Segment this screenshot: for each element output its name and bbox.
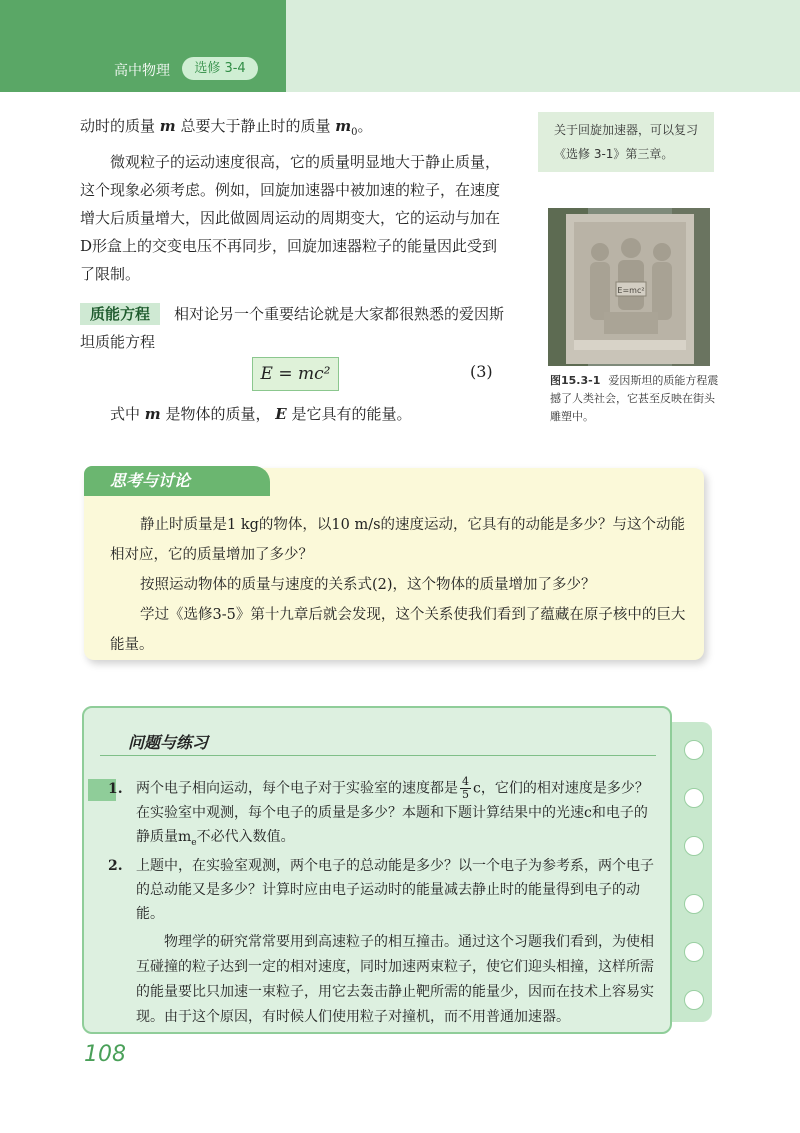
fraction-four-fifths: [460, 776, 471, 801]
exercise-1-text-c: 不必代入数值。: [196, 829, 295, 845]
term-label-mass-energy: 质能方程: [80, 303, 160, 325]
figure-caption-text: 爱因斯坦的质能方程震撼了人类社会，它甚至反映在街头雕塑中。: [550, 374, 719, 423]
p1-var-m0-sub: 0: [351, 127, 358, 138]
binder-ring-icon: [684, 740, 704, 760]
exercises-title-divider: [100, 755, 656, 756]
think-discuss-title: 思考与讨论: [84, 466, 270, 496]
binder-ring-icon: [684, 836, 704, 856]
exercise-2-text: 上题中，在实验室观测，两个电子的总动能是多少？以一个电子为参考系，两个电子的总动能又是多少？计算时应由电子运动时的能量减去静止时的能量得到电子的动能。: [136, 858, 654, 922]
equation-box: E = mc²: [252, 357, 339, 391]
p1-end: 。: [357, 117, 373, 135]
p1-var-m: m: [159, 117, 176, 135]
sculpture-illustration: [548, 208, 710, 366]
binder-ring-icon: [684, 788, 704, 808]
paragraph-mass-continuation: [80, 112, 510, 147]
binder-ring-icon: [684, 894, 704, 914]
exercise-1-sub-e: e: [191, 837, 197, 848]
p3-text: 相对论另一个重要结论就是大家都很熟悉的爱因斯坦质能方程: [80, 305, 505, 351]
figure-caption: [550, 372, 720, 426]
think-paragraph: 静止时质量是1 kg的物体，以10 m/s的速度运动，它具有的动能是多少？与这个动能相对应，它的质量增加了多少？: [110, 517, 686, 563]
exercise-number: 2.: [108, 858, 123, 874]
paragraph-mass-energy: [80, 300, 510, 356]
exercise-1-text: [136, 776, 656, 855]
exercise-1-text-b: c，它们的相对速度是多少？在实验室中观测，每个电子的质量是多少？本题和下题计算结果中的光速c和电子的静质量m: [136, 780, 649, 845]
sculpture-sign-text: E=mc²: [617, 286, 645, 295]
fraction-denominator: 5: [462, 788, 469, 801]
exercises-note: 物理学的研究常常要用到高速粒子的相互撞击。通过这个习题我们看到，为使相互碰撞的粒子达到一定的相对速度，同时加速两束粒子，使它们迎头相撞，这样所需的能量要比只加速一束粒子，用它去轰击静止靶所需的能量少，因而在技术上容易实现。由于这个原因，有时候人们使用粒子对撞机，而不用普通加速器。: [136, 934, 654, 1025]
fraction-numerator: 4: [462, 775, 469, 788]
header-module-badge: 选修 3-4: [182, 57, 258, 80]
equation-number: (3): [470, 362, 493, 381]
think-paragraph: 学过《选修3-5》第十九章后就会发现，这个关系使我们看到了蕴藏在原子核中的巨大能量。: [110, 607, 686, 653]
p4-text-b: 是物体的质量，: [165, 405, 271, 423]
binder-ring-icon: [684, 990, 704, 1010]
exercise-1-text-a: 两个电子相向运动，每个电子对于实验室的速度都是: [136, 780, 458, 797]
p1-var-m0: m: [335, 117, 352, 135]
sidenote-cyclotron: 关于回旋加速器，可以复习《选修 3-1》第三章。: [538, 112, 714, 172]
think-paragraph: 按照运动物体的质量与速度的关系式(2)，这个物体的质量增加了多少？: [140, 577, 596, 593]
notebook-spine: [672, 722, 712, 1022]
binder-ring-icon: [684, 942, 704, 962]
exercise-number: 1.: [108, 781, 123, 797]
paragraph-microscopic-particles: 微观粒子的运动速度很高，它的质量明显地大于静止质量，这个现象必须考虑。例如，回旋加速器中被加速的粒子，在速度增大后质量增大，因此做圆周运动的周期变大，它的运动与加在D形盒上的交变电压不再同步，回旋加速器粒子的能量因此受到了限制。: [80, 153, 501, 283]
p4-var-e: E: [275, 405, 287, 423]
p1-text-a: 动时的质量: [80, 117, 156, 135]
page-number: 108: [84, 1042, 126, 1067]
think-discuss-text: [110, 510, 690, 660]
exercises-title: 问题与练习: [128, 733, 209, 752]
p1-text-b: 总要大于静止时的质量: [180, 117, 331, 135]
p4-text-c: 是它具有的能量。: [291, 405, 412, 423]
p4-text-a: 式中: [110, 405, 141, 423]
sculpture-photo: [548, 208, 710, 366]
p4-var-m: m: [144, 405, 161, 423]
header-subject: 高中物理: [114, 63, 170, 79]
figure-label: 图15.3-1: [550, 374, 601, 387]
paragraph-equation-explanation: [80, 400, 510, 428]
